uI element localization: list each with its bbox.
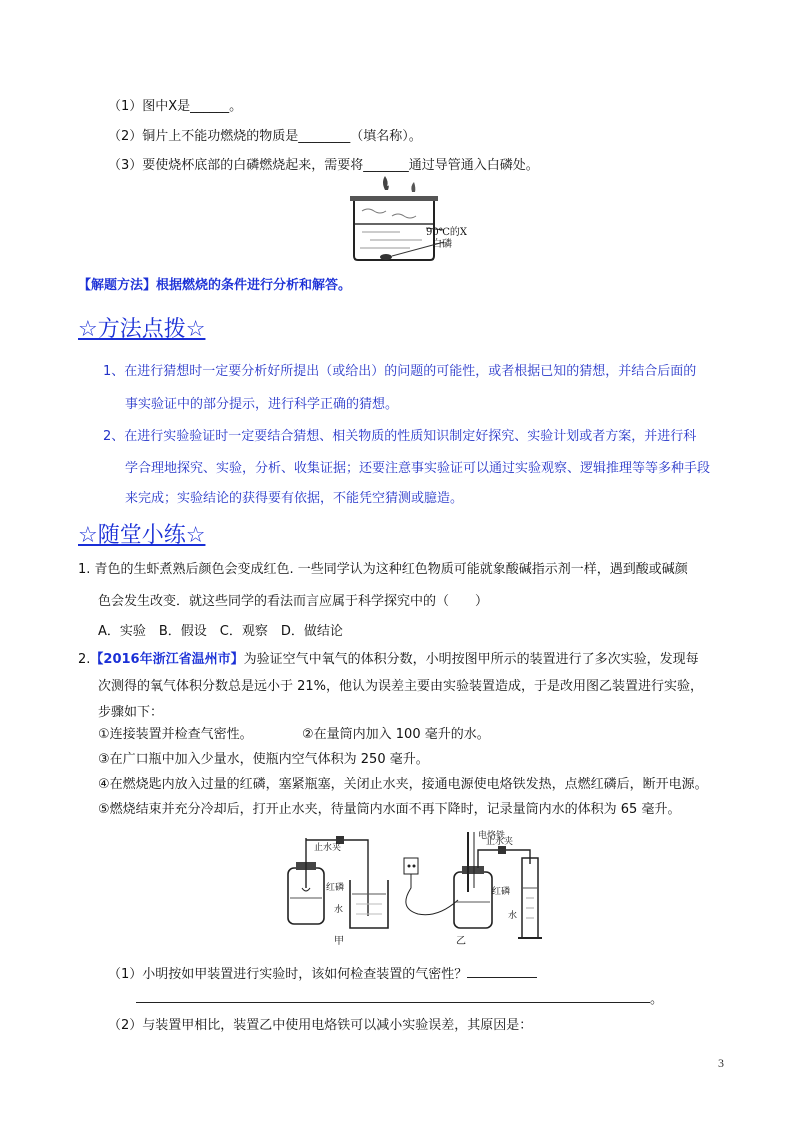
method-p2-line1: 2、在进行实验验证时一定要结合猜想、相关物质的性质知识制定好探究、实验计划或者方案，并进行科 [103,429,697,444]
sub1-answer-blank-2[interactable] [136,988,650,1003]
label-jia: 甲 [334,936,344,947]
step-2: ②在量筒内加入 100 毫升的水。 [302,727,490,742]
q-prev-line1: （1）图中X是______。 [108,99,243,114]
q2-line2: 次测得的氧气体积分数总是远小于 21%，他认为误差主要由实验装置造成，于是改用图乙装置进行实验， [98,679,704,694]
label-clamp-left: 止水夹 [314,843,342,853]
sub1-answer-blank-1[interactable] [467,963,537,978]
method-p2-line3: 来完成；实验结论的获得要有依据，不能凭空猜测或臆造。 [125,491,464,506]
step-5: ⑤燃烧结束并充分冷却后，打开止水夹，待量筒内水面不再下降时，记录量筒内水的体积为 65 毫升。 [98,802,681,817]
q1-line2: 色会发生改变．就这些同学的看法而言应属于科学探究中的（ ） [98,594,489,609]
q2-line3: 步骤如下： [98,705,164,720]
solve-prefix: 【解题方法】 [78,278,157,293]
practice-heading: ☆随堂小练☆ [78,523,206,548]
q-prev-line2: （2）铜片上不能功燃烧的物质是________（填名称）。 [108,129,422,144]
sub-question-2: （2）与装置甲相比，装置乙中使用电烙铁可以减小实验误差，其原因是： [108,1018,533,1033]
step-1: ①连接装置并检查气密性。 [98,727,253,742]
label-clamp-right: 止水夹 [486,837,514,847]
sub-question-1 [108,963,537,982]
label-phosphorus-left: 红磷 [326,883,345,893]
q-prev-line3: （3）要使烧杯底部的白磷燃烧起来，需要将_______通过导管通入白磷处。 [108,158,539,173]
q1-line1: 1. 青色的生虾煮熟后颜色会变成红色. 一些同学认为这种红色物质可能就象酸碱指示剂一样，遇到酸或碱颜 [78,562,688,577]
page-number: 3 [718,1056,724,1070]
apparatus-figure [278,828,546,948]
label-water-right: 水 [508,911,518,921]
step-4: ④在燃烧匙内放入过量的红磷，塞紧瓶塞，关闭止水夹，接通电源使电烙铁发热，点燃红磷后，断开电源。 [98,777,708,792]
label-90-x: 90℃的X [426,227,468,238]
method-p2-line2: 学合理地探究、实验，分析、收集证据；还要注意事实验证可以通过实验观察、逻辑推理等等多种手段 [125,461,711,476]
q2-line1 [78,648,699,667]
sub1-answer-line [136,988,663,1007]
label-phosphorus-right: 红磷 [492,887,511,897]
sub1-period: 。 [650,992,664,1007]
q2-text1: 为验证空气中氧气的体积分数，小明按图甲所示的装置进行了多次实验，发现每 [243,652,699,667]
method-heading: ☆方法点拨☆ [78,317,206,342]
q1-options: A．实验 B．假设 C．观察 D．做结论 [98,624,343,639]
solve-method [78,274,351,293]
method-p1-line1: 1、在进行猜想时一定要分析好所提出（或给出）的问题的可能性，或者根据已知的猜想，并结合后面的 [103,364,697,379]
solve-text: 根据燃烧的条件进行分析和解答。 [156,278,352,293]
label-yi: 乙 [456,936,466,947]
label-iron: 电烙铁 [478,831,506,841]
step-3: ③在广口瓶中加入少量水，使瓶内空气体积为 250 毫升。 [98,752,429,767]
q2-source: 【2016年浙江省温州市】 [90,652,244,667]
method-p1-line2: 事实验证中的部分提示，进行科学正确的猜想。 [125,397,399,412]
label-white-phosphorus: 白磷 [432,239,452,250]
q2-number: 2. [78,652,91,667]
beaker-figure [340,176,470,264]
sub1-text: （1）小明按如甲装置进行实验时，该如何检查装置的气密性？ [108,967,468,982]
label-water-left: 水 [334,905,344,915]
